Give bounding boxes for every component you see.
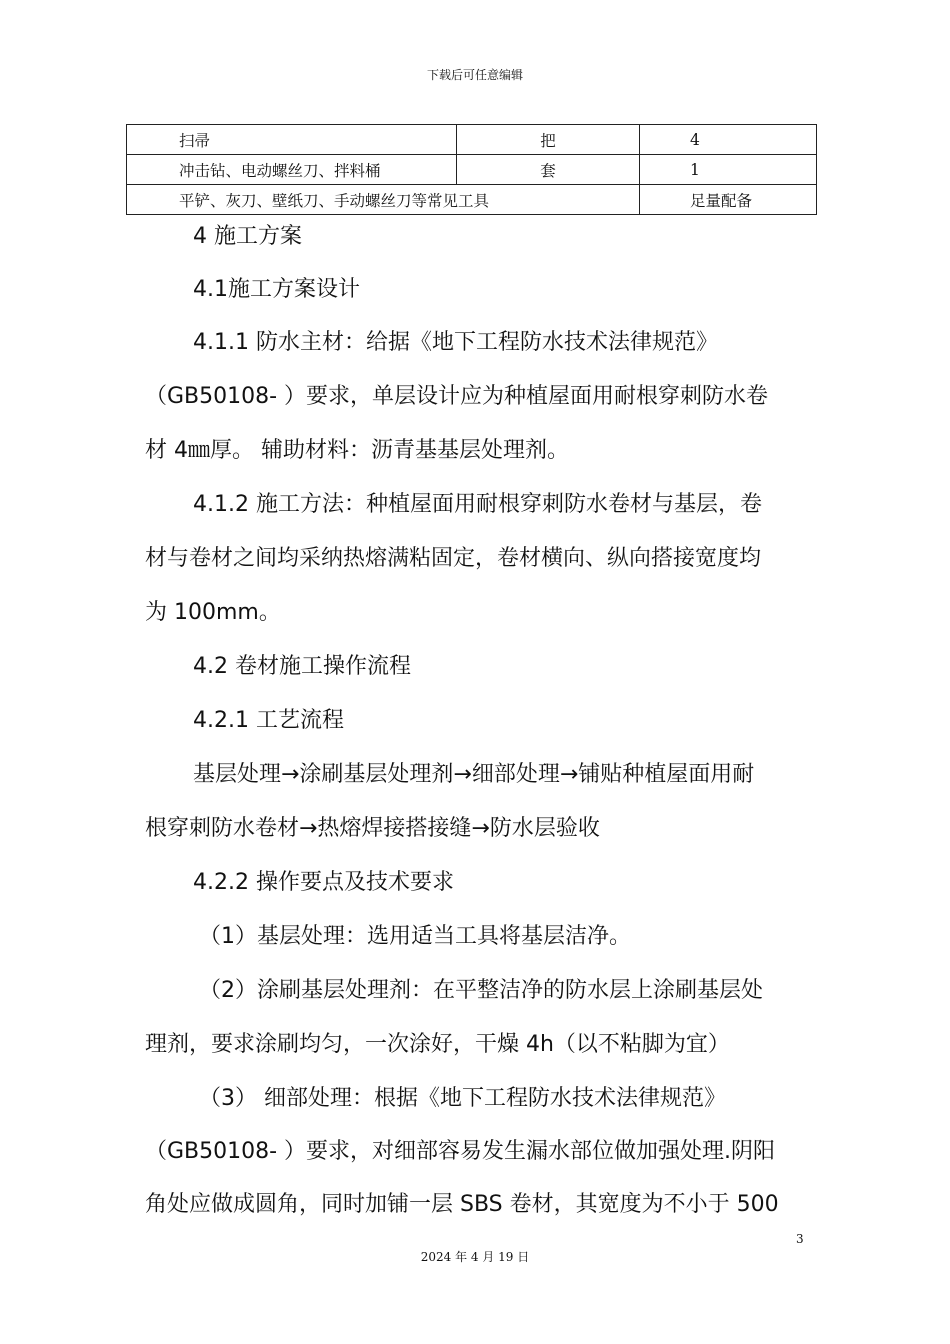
paragraph-line: 材 4㎜厚。 辅助材料：沥青基基层处理剂。	[145, 438, 569, 463]
tool-qty: 4	[640, 125, 817, 155]
paragraph-line: 4.1.1 防水主材：给据《地下工程防水技术法律规范》	[193, 330, 718, 355]
footer-date: 2024 年 4 月 19 日	[420, 1250, 530, 1264]
tool-unit: 套	[457, 155, 640, 185]
tool-qty: 1	[640, 155, 817, 185]
page-number: 3	[796, 1232, 804, 1246]
subsection-heading: 4.1施工方案设计	[193, 277, 360, 302]
section-heading: 4 施工方案	[193, 224, 302, 249]
paragraph-line: 根穿刺防水卷材→热熔焊接搭接缝→防水层验收	[145, 816, 600, 841]
paragraph-line: （GB50108- ）要求，对细部容易发生漏水部位做加强处理.阴阳	[145, 1139, 776, 1164]
paragraph-line: （1）基层处理：选用适当工具将基层洁净。	[199, 924, 631, 949]
tool-name: 平铲、灰刀、壁纸刀、手动螺丝刀等常见工具	[127, 185, 640, 215]
paragraph-line: （3） 细部处理：根据《地下工程防水技术法律规范》	[199, 1086, 726, 1111]
paragraph-line: 角处应做成圆角，同时加铺一层 SBS 卷材，其宽度为不小于 500	[145, 1192, 779, 1217]
paragraph-line: 基层处理→涂刷基层处理剂→细部处理→铺贴种植屋面用耐	[193, 762, 755, 787]
tool-name: 冲击钻、电动螺丝刀、拌料桶	[127, 155, 457, 185]
page-header: 下载后可任意编辑	[426, 68, 523, 82]
paragraph-line: 4.1.2 施工方法：种植屋面用耐根穿刺防水卷材与基层，卷	[193, 492, 762, 517]
paragraph-line: 理剂，要求涂刷均匀，一次涂好，干燥 4h（以不粘脚为宜）	[145, 1032, 730, 1057]
subsection-heading: 4.2 卷材施工操作流程	[193, 654, 411, 679]
table-row	[127, 125, 817, 155]
subsection-heading: 4.2.2 操作要点及技术要求	[193, 870, 454, 895]
paragraph-line: 材与卷材之间均采纳热熔满粘固定，卷材横向、纵向搭接宽度均	[145, 546, 762, 571]
subsection-heading: 4.2.1 工艺流程	[193, 708, 344, 733]
tool-unit: 把	[457, 125, 640, 155]
table-row	[127, 155, 817, 185]
paragraph-line: 为 100mm。	[145, 600, 281, 625]
paragraph-line: （GB50108- ）要求，单层设计应为种植屋面用耐根穿刺防水卷	[145, 384, 769, 409]
tool-qty: 足量配备	[640, 185, 817, 215]
paragraph-line: （2）涂刷基层处理剂：在平整洁净的防水层上涂刷基层处	[199, 978, 763, 1003]
tools-table	[126, 124, 817, 215]
tool-name: 扫帚	[127, 125, 457, 155]
table-row	[127, 185, 817, 215]
